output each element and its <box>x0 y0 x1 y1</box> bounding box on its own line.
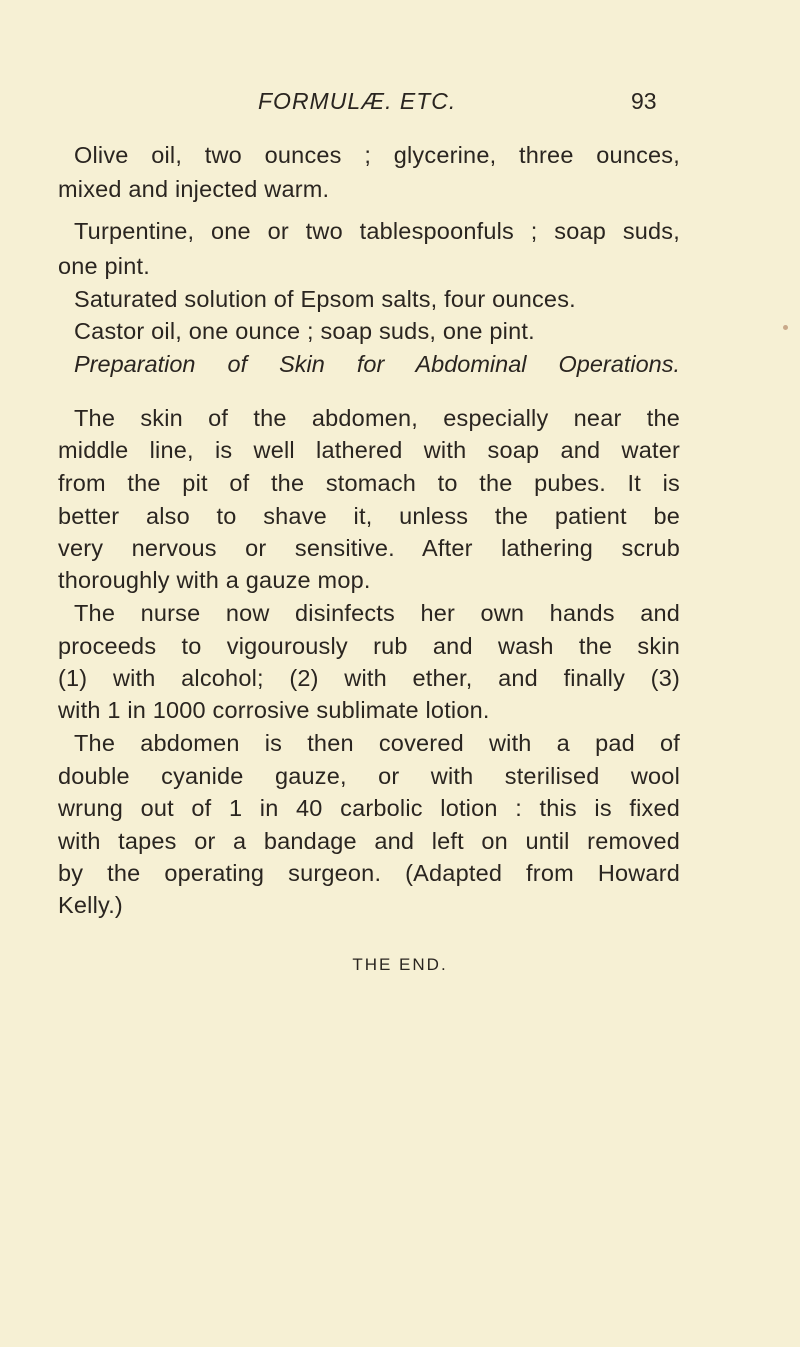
text-line: with 1 in 1000 corrosive sublimate lotion. <box>58 697 490 723</box>
text-line: with tapes or a bandage and left on until removed <box>58 828 680 854</box>
paper-speck <box>783 325 788 330</box>
text-line: Castor oil, one ounce ; soap suds, one pint. <box>74 318 535 344</box>
text-line: Olive oil, two ounces ; glycerine, three ounces, <box>74 142 680 168</box>
text-line: from the pit of the stomach to the pubes. It is <box>58 470 680 496</box>
text-line: double cyanide gauze, or with sterilised wool <box>58 763 680 789</box>
text-line: (1) with alcohol; (2) with ether, and finally (3) <box>58 665 680 691</box>
text-line: mixed and injected warm. <box>58 176 330 202</box>
section-heading: Preparation of Skin for Abdominal Operations. <box>74 351 680 377</box>
text-line: middle line, is well lathered with soap and water <box>58 437 680 463</box>
text-line: The abdomen is then covered with a pad of <box>74 730 680 756</box>
text-line: very nervous or sensitive. After lathering scrub <box>58 535 680 561</box>
text-line: proceeds to vigourously rub and wash the skin <box>58 633 680 659</box>
text-line: Kelly.) <box>58 892 123 918</box>
text-line: thoroughly with a gauze mop. <box>58 567 371 593</box>
text-line: The nurse now disinfects her own hands and <box>74 600 680 626</box>
running-header <box>0 86 800 116</box>
running-title: FORMULÆ. ETC. <box>258 88 457 114</box>
closing-text: THE END. <box>352 955 448 974</box>
text-line: better also to shave it, unless the patient be <box>58 503 680 529</box>
text-line: wrung out of 1 in 40 carbolic lotion : this is fixed <box>58 795 680 821</box>
text-line: Saturated solution of Epsom salts, four ounces. <box>74 286 576 312</box>
text-line: one pint. <box>58 253 150 279</box>
page-number: 93 <box>631 88 657 114</box>
text-line: by the operating surgeon. (Adapted from Howard <box>58 860 680 886</box>
text-line: Turpentine, one or two tablespoonfuls ; soap suds, <box>74 218 680 244</box>
text-line: The skin of the abdomen, especially near the <box>74 405 680 431</box>
